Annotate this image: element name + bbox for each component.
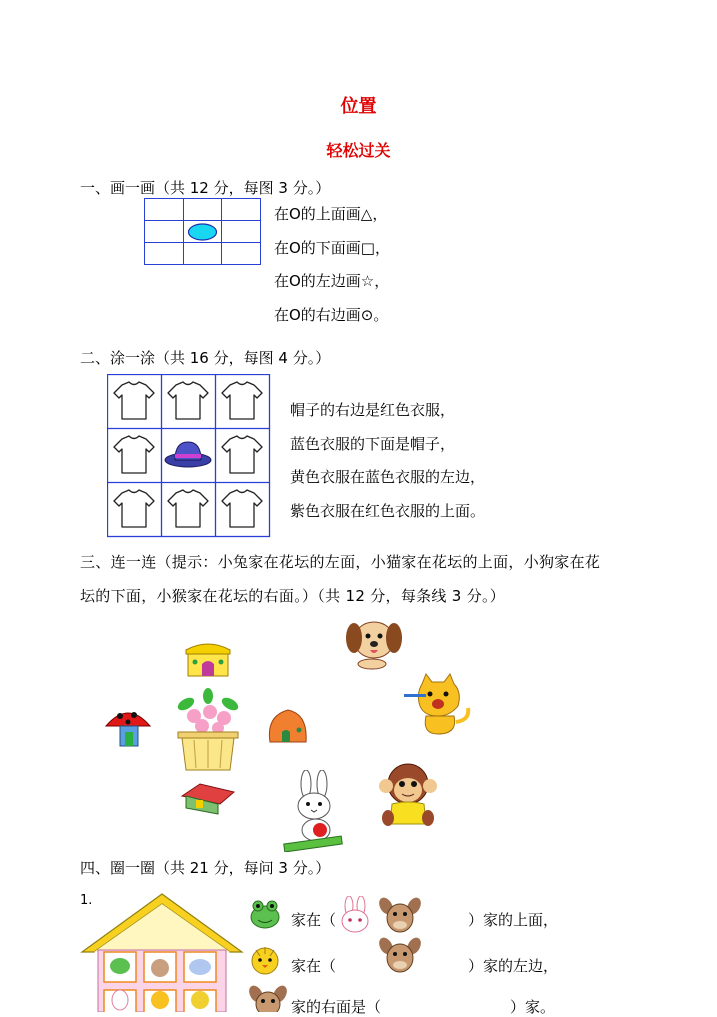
apartment-house-icon [80,890,244,1012]
shirt-icon [114,382,154,419]
q2-line-4: 紫色衣服在红色衣服的上面。 [290,502,486,520]
q1-line-1: 在O的上面画△， [274,205,388,223]
shirt-icon [168,490,208,527]
q1-line-3: 在O的左边画☆， [274,272,390,290]
q2-heading: 二、涂一涂（共 16 分，每图 4 分。） [80,349,331,367]
q1-heading: 一、画一画（共 12 分，每图 3 分。） [80,179,331,197]
page-subtitle: 轻松过关 [326,141,391,160]
q1-grid [144,198,261,265]
yellow-house-icon [182,638,234,680]
q2-line-1: 帽子的右边是红色衣服， [290,401,456,419]
rabbit-icon [278,770,348,852]
orange-hut-icon [266,706,310,746]
shirt-icon [114,490,154,527]
mushroom-house-icon [104,706,152,750]
donkey-face-icon [248,984,288,1012]
q4-line3-text-b: ）家。 [510,998,556,1016]
q4-number: 1. [80,893,93,908]
donkey-face-icon [378,896,422,934]
q1-line-4: 在O的右边画⊙。 [274,306,389,324]
shirt-icon [222,436,262,473]
dog-icon [342,612,406,670]
q4-line2-text-a: 家在（ [291,957,337,975]
q4-line3-text-a: 家的右面是（ [291,998,382,1016]
q4-line1-text-b: ）家的上面， [468,911,559,929]
q2-line-3: 黄色衣服在蓝色衣服的左边， [290,468,486,486]
q3-heading-line1: 三、连一连（提示：小兔家在花坛的左面，小猫家在花坛的上面，小狗家在花 [80,553,601,571]
cat-icon [402,672,474,736]
q4-line1-text-a: 家在（ [291,911,337,929]
q4-heading: 四、圈一圈（共 21 分，每问 3 分。） [80,859,331,877]
q3-heading-line2: 坛的下面，小猴家在花坛的右面。）（共 12 分，每条线 3 分。） [80,587,506,605]
q4-line2-text-b: ）家的左边， [468,957,559,975]
red-roof-house-icon [180,782,236,816]
q2-line-2: 蓝色衣服的下面是帽子， [290,435,456,453]
q2-clothes-grid [107,374,271,538]
monkey-icon [376,760,440,830]
rabbit-face-icon [338,896,372,934]
chick-icon [248,944,282,976]
hat-icon [165,442,211,467]
cyan-oval-shape [184,221,221,242]
flower-bed-icon [172,688,244,772]
shirt-icon [168,382,208,419]
shirt-icon [222,490,262,527]
donkey-face-icon [378,936,422,974]
q1-line-2: 在O的下面画□， [274,239,390,257]
shirt-icon [222,382,262,419]
shirt-icon [114,436,154,473]
page-title: 位置 [340,96,377,117]
frog-icon [248,898,282,930]
